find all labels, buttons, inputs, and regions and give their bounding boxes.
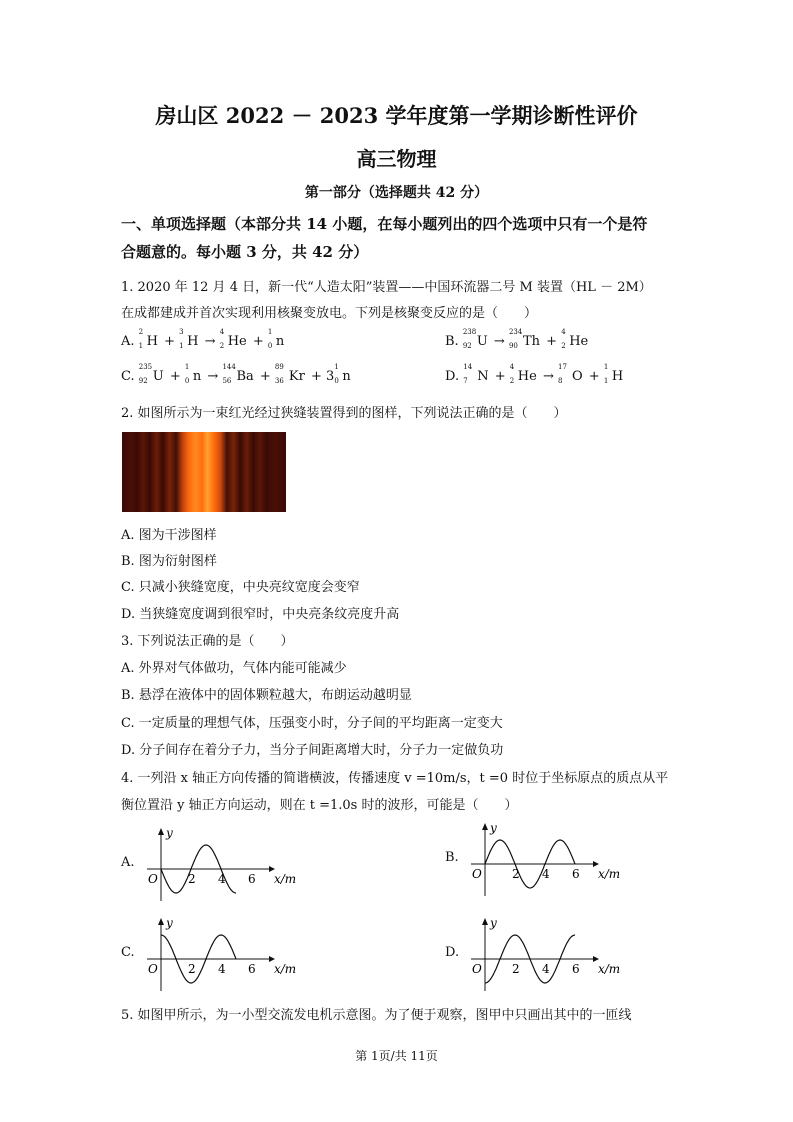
y-axis-arrow [482, 918, 488, 925]
exam-title: 房山区 2022 － 2023 学年度第一学期诊断性评价 [155, 103, 638, 128]
nucleus-symbol: 1 0 n [334, 363, 351, 385]
nucleus-symbol: 4 2 He [561, 328, 589, 350]
page-footer: 第 1页/共 11页 [355, 1049, 438, 1063]
q3-option-c: C. 一定质量的理想气体，压强变小时，分子间的平均距离一定变大 [121, 716, 503, 731]
y-axis-arrow [158, 828, 164, 835]
equation-operator: + [248, 334, 268, 349]
x-tick-label: 6 [248, 962, 256, 976]
q3-option-d: D. 分子间存在着分子力，当分子间距离增大时，分子力一定做负功 [121, 743, 504, 758]
nucleus-symbol: 238 92 U [462, 328, 488, 350]
equation-operator: + [255, 369, 275, 384]
nucleus-symbol: 144 56 Ba [222, 363, 254, 385]
q2-option-b: B. 图为衍射图样 [121, 554, 217, 569]
option-label: A. [121, 334, 139, 349]
equation-operator: + [490, 369, 510, 384]
q1-stem-line1: 1. 2020 年 12 月 4 日，新一代“人造太阳”装置——中国环流器二号 M 装置（HL － 2M） [121, 280, 652, 295]
origin-label: O [472, 962, 482, 976]
nucleus-symbol: 235 92 U [138, 363, 164, 385]
nucleus-symbol: 89 36 Kr [274, 363, 305, 385]
y-axis-arrow [482, 823, 488, 830]
x-tick-label: 2 [188, 872, 196, 886]
x-axis-label: x/m [274, 872, 297, 886]
equation-operator: → [203, 369, 223, 384]
origin-label: O [148, 872, 158, 886]
equation-operator: + [584, 369, 604, 384]
option-label: D. [445, 369, 464, 384]
option-label: B. [445, 334, 463, 349]
y-axis-label: y [490, 916, 497, 930]
x-tick-label: 6 [248, 872, 256, 886]
x-tick-label: 6 [572, 962, 580, 976]
x-tick-label: 4 [542, 962, 550, 976]
part-heading: 第一部分（选择题共 42 分） [304, 185, 489, 201]
q2-option-d: D. 当狭缝宽度调到很窄时，中央亮条纹亮度升高 [121, 607, 400, 622]
wave-graph [465, 820, 635, 900]
graph-option-label: A. [121, 855, 135, 870]
wave-graph [141, 825, 311, 905]
x-tick-label: 4 [218, 962, 226, 976]
nucleus-symbol: 1 0 n [267, 328, 285, 350]
origin-label: O [148, 962, 158, 976]
equation-operator: + [542, 334, 562, 349]
nucleus-symbol: 4 2 He [509, 363, 537, 385]
exam-subject: 高三物理 [356, 147, 437, 171]
x-tick-label: 2 [512, 962, 520, 976]
nucleus-symbol: 17 8 O [557, 363, 583, 385]
y-axis-arrow [158, 918, 164, 925]
nucleus-symbol: 1 1 H [603, 363, 624, 385]
q3-option-a: A. 外界对气体做功，气体内能可能减少 [121, 661, 347, 676]
q4-stem-line1: 4. 一列沿 x 轴正方向传播的简谐横波，传播速度 v =10m/s，t =0 时位于坐标原点的质点从平 [121, 771, 669, 786]
y-axis-label: y [166, 826, 173, 840]
wave-graph [141, 915, 311, 995]
y-axis-label: y [166, 916, 173, 930]
x-axis-label: x/m [274, 962, 297, 976]
q5-stem-line1: 5. 如图甲所示，为一小型交流发电机示意图。为了便于观察，图甲中只画出其中的一匝线 [121, 1008, 632, 1023]
nucleus-symbol: 3 1 H [179, 328, 199, 350]
option-label: C. [121, 369, 139, 384]
graph-option-label: C. [121, 945, 135, 960]
q1-option-b [445, 328, 590, 350]
q1-option-a [121, 328, 286, 350]
x-axis-label: x/m [598, 962, 621, 976]
equation-operator: → [200, 334, 220, 349]
graph-option-label: D. [445, 945, 460, 960]
section-heading-line2: 合题意的。每小题 3 分，共 42 分） [121, 243, 369, 261]
equation-operator: → [538, 369, 558, 384]
x-tick-label: 4 [218, 872, 226, 886]
y-axis-label: y [490, 821, 497, 835]
x-tick-label: 4 [542, 867, 550, 881]
equation-operator: + [160, 334, 180, 349]
equation-operator: + [165, 369, 185, 384]
origin-label: O [472, 867, 482, 881]
wave-graph [465, 915, 635, 995]
graph-option-label: B. [445, 850, 459, 865]
q3-option-b: B. 悬浮在液体中的固体颗粒越大，布朗运动越明显 [121, 688, 412, 703]
x-tick-label: 6 [572, 867, 580, 881]
nucleus-coefficient: 3 [326, 369, 335, 384]
q2-option-c: C. 只减小狭缝宽度，中央亮纹宽度会变窄 [121, 580, 360, 595]
nucleus-symbol: 1 0 n [184, 363, 202, 385]
x-tick-label: 2 [512, 867, 520, 881]
q2-option-a: A. 图为干涉图样 [121, 528, 217, 543]
nucleus-symbol: 14 7 N [463, 363, 489, 385]
q1-option-d [445, 363, 625, 385]
q1-stem-line2: 在成都建成并首次实现利用核聚变放电。下列是核聚变反应的是（ ） [121, 306, 538, 321]
q3-stem: 3. 下列说法正确的是（ ） [121, 634, 294, 649]
q4-stem-line2: 衡位置沿 y 轴正方向运动，则在 t =1.0s 时的波形，可能是（ ） [121, 798, 518, 813]
equation-operator: → [489, 334, 509, 349]
nucleus-symbol: 2 1 H [138, 328, 158, 350]
q2-stem: 2. 如图所示为一束红光经过狭缝装置得到的图样，下列说法正确的是（ ） [121, 406, 567, 421]
diffraction-pattern-image [122, 432, 286, 512]
x-axis-label: x/m [598, 867, 621, 881]
x-tick-label: 2 [188, 962, 196, 976]
section-heading-line1: 一、单项选择题（本部分共 14 小题，在每小题列出的四个选项中只有一个是符 [121, 215, 648, 233]
nucleus-symbol: 4 2 He [219, 328, 247, 350]
q1-option-c [121, 363, 353, 385]
equation-operator: + [306, 369, 327, 384]
nucleus-symbol: 234 90 Th [508, 328, 541, 350]
section-heading [121, 210, 681, 266]
